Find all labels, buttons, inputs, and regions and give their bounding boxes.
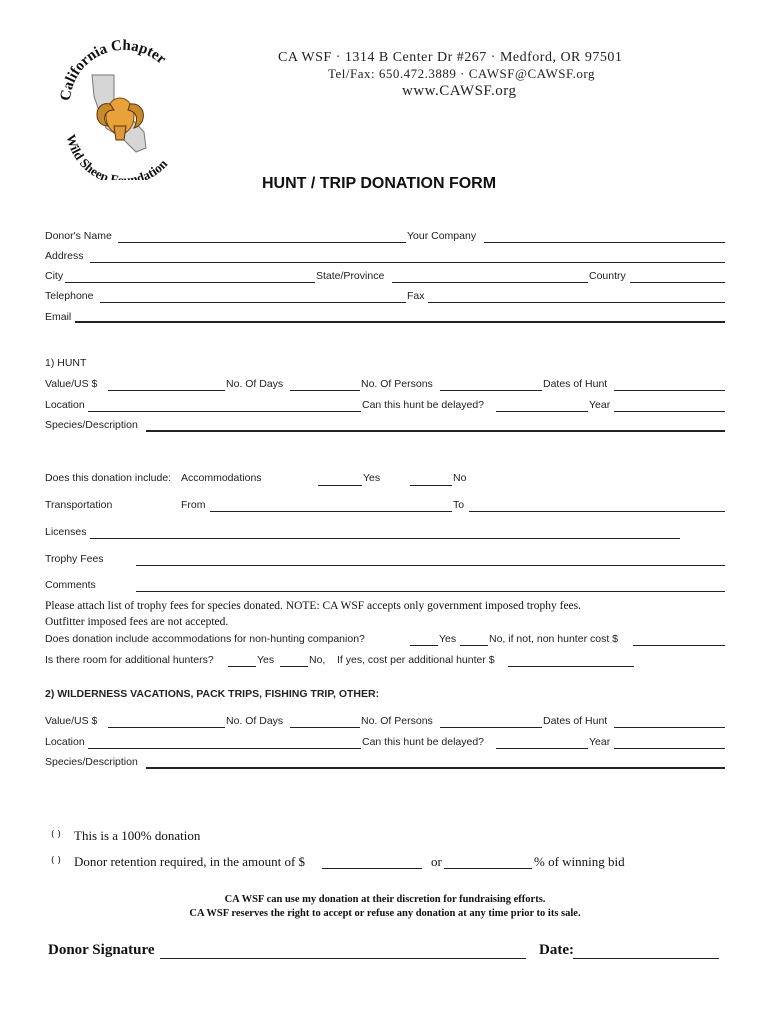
chapter-logo (52, 30, 192, 180)
non-hunter-cost-field[interactable] (633, 645, 725, 646)
includes-label: Does this donation include: (45, 472, 172, 484)
wild-year-label: Year (589, 736, 611, 748)
from-field[interactable] (210, 511, 452, 512)
wild-delayed-field[interactable] (496, 748, 588, 749)
trophy-note-line1: Please attach list of trophy fees for species donated. NOTE: CA WSF accepts only government imposed trophy fees. (45, 600, 582, 612)
companion-no-field[interactable] (460, 645, 488, 646)
hunt-heading: 1) HUNT (45, 357, 87, 369)
retention-label: Donor retention required, in the amount of $ (74, 854, 306, 869)
wild-year-field[interactable] (614, 748, 725, 749)
address-label: Address (45, 250, 84, 262)
hunt-dates-field[interactable] (614, 390, 725, 391)
hunt-persons-field[interactable] (440, 390, 542, 391)
wild-dates-field[interactable] (614, 727, 725, 728)
hunt-delayed-label: Can this hunt be delayed? (362, 399, 485, 411)
header-contact: Tel/Fax: 650.472.3889 · CAWSF@CAWSF.org (328, 66, 595, 81)
donors-name-field[interactable] (118, 242, 406, 243)
trophy-fees-field[interactable] (136, 565, 725, 566)
retention-amount-field[interactable] (322, 868, 422, 869)
donors-name-label: Donor's Name (45, 230, 112, 242)
full-donation-label: This is a 100% donation (74, 828, 201, 843)
country-label: Country (589, 270, 626, 282)
wild-location-field[interactable] (88, 748, 361, 749)
comments-field[interactable] (136, 591, 725, 592)
telephone-label: Telephone (45, 290, 94, 302)
disclaimer-line2: CA WSF reserves the right to accept or refuse any donation at any time prior to its sale. (189, 908, 581, 919)
hunt-year-label: Year (589, 399, 611, 411)
city-label: City (45, 270, 64, 282)
retention-radio[interactable]: ( ) (51, 856, 61, 866)
company-field[interactable] (484, 242, 725, 243)
licenses-field[interactable] (90, 538, 680, 539)
comments-label: Comments (45, 579, 96, 591)
hunt-delayed-field[interactable] (496, 411, 588, 412)
room-cost-field[interactable] (508, 666, 634, 667)
wild-days-label: No. Of Days (226, 715, 284, 727)
signature-field[interactable] (160, 958, 526, 959)
hunt-days-field[interactable] (290, 390, 360, 391)
retention-percent-field[interactable] (444, 868, 532, 869)
hunt-persons-label: No. Of Persons (361, 378, 433, 390)
transportation-label: Transportation (45, 499, 113, 511)
wild-persons-field[interactable] (440, 727, 542, 728)
hunt-dates-label: Dates of Hunt (543, 378, 608, 390)
wild-days-field[interactable] (290, 727, 360, 728)
to-label: To (453, 499, 465, 511)
hunt-days-label: No. Of Days (226, 378, 284, 390)
city-field[interactable] (65, 282, 315, 283)
signature-label: Donor Signature (48, 942, 155, 958)
companion-no-label: No, if not, non hunter cost $ (489, 633, 618, 645)
hunt-value-field[interactable] (108, 390, 225, 391)
accommodations-label: Accommodations (181, 472, 262, 484)
email-label: Email (45, 311, 72, 323)
room-no-label: No, (309, 654, 326, 666)
fax-label: Fax (407, 290, 425, 302)
hunt-species-label: Species/Description (45, 419, 138, 431)
wild-persons-label: No. Of Persons (361, 715, 433, 727)
disclaimer-line1: CA WSF can use my donation at their discretion for fundraising efforts. (224, 894, 546, 905)
room-yes-label: Yes (257, 654, 275, 666)
email-field[interactable] (75, 321, 725, 323)
wild-value-field[interactable] (108, 727, 225, 728)
retention-or-label: or (431, 854, 442, 869)
state-field[interactable] (392, 282, 588, 283)
signature-date-label: Date: (539, 942, 574, 958)
to-field[interactable] (469, 511, 725, 512)
header-website: www.CAWSF.org (402, 83, 517, 99)
logo-arc-bottom-text: Wild Sheep Foundation (63, 132, 171, 180)
retention-percent-label: % of winning bid (534, 854, 625, 869)
fax-field[interactable] (428, 302, 725, 303)
room-yes-field[interactable] (228, 666, 256, 667)
trophy-note-line2: Outfitter imposed fees are not accepted. (45, 616, 229, 628)
country-field[interactable] (630, 282, 725, 283)
companion-question: Does donation include accommodations for non-hunting companion? (45, 633, 365, 645)
wild-species-label: Species/Description (45, 756, 138, 768)
licenses-label: Licenses (45, 526, 87, 538)
hunt-year-field[interactable] (614, 411, 725, 412)
accommodations-yes-field[interactable] (318, 485, 362, 486)
company-label: Your Company (407, 230, 477, 242)
state-label: State/Province (316, 270, 385, 282)
wilderness-heading: 2) WILDERNESS VACATIONS, PACK TRIPS, FISHING TRIP, OTHER: (45, 688, 380, 700)
full-donation-radio[interactable]: ( ) (51, 830, 61, 840)
hunt-location-label: Location (45, 399, 85, 411)
form-title: HUNT / TRIP DONATION FORM (262, 175, 497, 192)
header-address: CA WSF · 1314 B Center Dr #267 · Medford, OR 97501 (278, 50, 623, 65)
room-cost-label: If yes, cost per additional hunter $ (337, 654, 495, 666)
address-field[interactable] (90, 262, 725, 263)
signature-date-field[interactable] (573, 958, 719, 959)
trophy-fees-label: Trophy Fees (45, 553, 104, 565)
accommodations-no-label: No (453, 472, 467, 484)
hunt-value-label: Value/US $ (45, 378, 98, 390)
wild-species-field[interactable] (146, 767, 725, 769)
logo-arc-top-text: California Chapter (57, 37, 169, 102)
from-label: From (181, 499, 206, 511)
wild-value-label: Value/US $ (45, 715, 98, 727)
companion-yes-label: Yes (439, 633, 457, 645)
accommodations-no-field[interactable] (410, 485, 452, 486)
wild-dates-label: Dates of Hunt (543, 715, 608, 727)
room-no-field[interactable] (280, 666, 308, 667)
hunt-location-field[interactable] (88, 411, 361, 412)
wild-delayed-label: Can this hunt be delayed? (362, 736, 485, 748)
companion-yes-field[interactable] (410, 645, 438, 646)
accommodations-yes-label: Yes (363, 472, 381, 484)
room-question: Is there room for additional hunters? (45, 654, 214, 666)
telephone-field[interactable] (100, 302, 406, 303)
hunt-species-field[interactable] (146, 430, 725, 432)
wild-location-label: Location (45, 736, 85, 748)
